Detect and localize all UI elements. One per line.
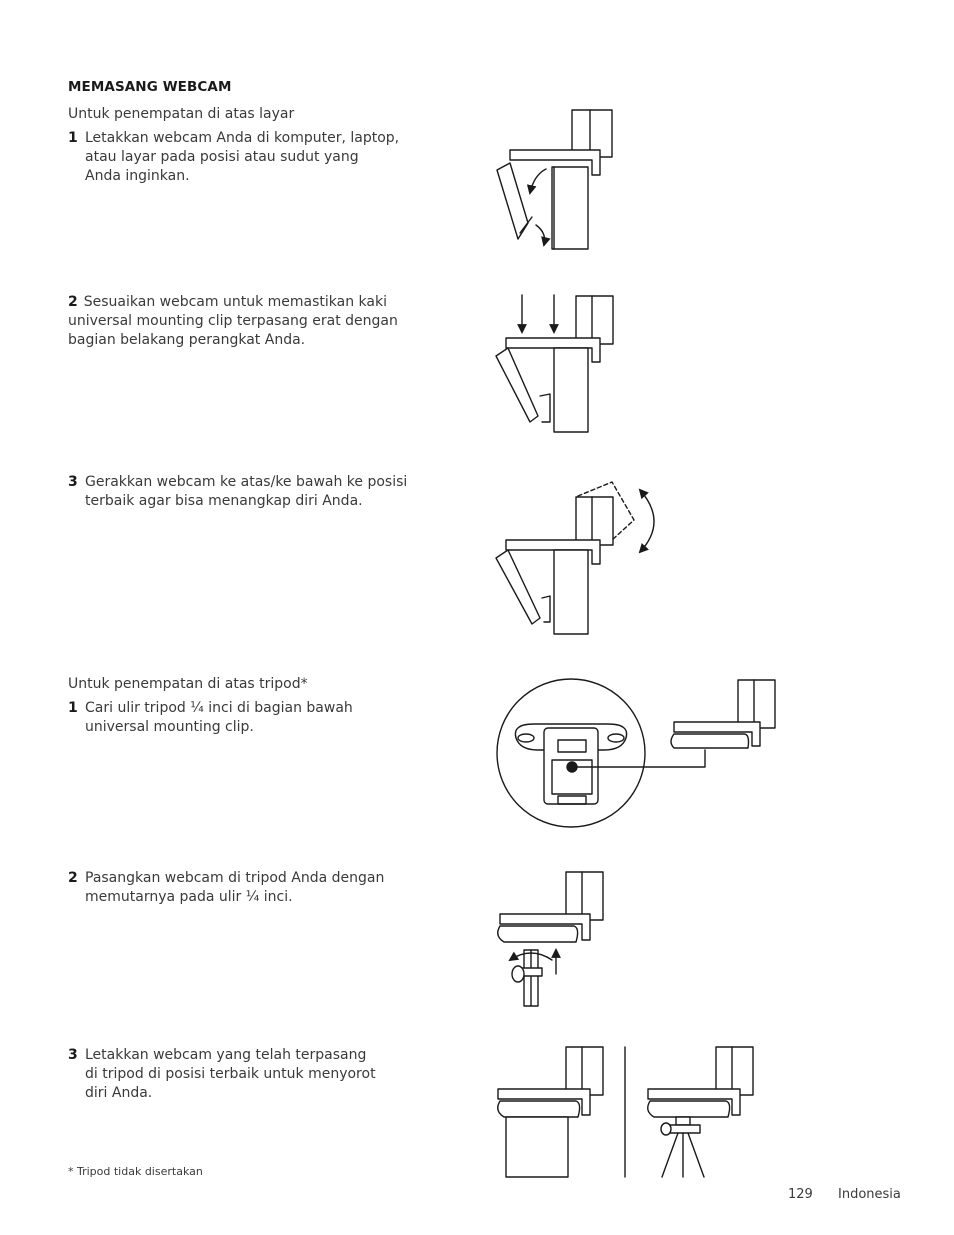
illustration-place-on-monitor bbox=[492, 105, 622, 255]
desk-surface bbox=[506, 1117, 568, 1177]
illustration-tripod-thread bbox=[494, 676, 784, 836]
illustration-screw-tripod bbox=[494, 870, 614, 1010]
step-line: atau layar pada posisi atau sudut yang bbox=[85, 149, 359, 165]
step-line: universal mounting clip. bbox=[85, 719, 254, 735]
step-line: Sesuaikan webcam untuk memastikan kaki bbox=[83, 294, 387, 310]
page-heading: MEMASANG WEBCAM bbox=[68, 79, 232, 95]
webcam-body-left bbox=[566, 1047, 603, 1095]
tripod-step-2 bbox=[68, 869, 384, 907]
step-line: bagian belakang perangkat Anda. bbox=[68, 332, 306, 348]
step-line: Anda inginkan. bbox=[85, 168, 190, 184]
step-line: Pasangkan webcam di tripod Anda dengan bbox=[85, 870, 385, 886]
step-number: 3 bbox=[68, 474, 78, 490]
step-line: universal mounting clip terpasang erat dengan bbox=[68, 313, 398, 329]
step-number: 2 bbox=[68, 294, 78, 310]
step-line: Gerakkan webcam ke atas/ke bawah ke posisi bbox=[85, 474, 408, 490]
webcam-body bbox=[576, 497, 613, 545]
illustration-tilt-webcam bbox=[492, 480, 667, 638]
step-line: Letakkan webcam yang telah terpasang bbox=[85, 1047, 367, 1063]
screen-section-title: Untuk penempatan di atas layar bbox=[68, 106, 295, 122]
monitor bbox=[552, 167, 588, 249]
step-line: terbaik agar bisa menangkap diri Anda. bbox=[85, 493, 363, 509]
clip-leg bbox=[496, 348, 538, 422]
tripod-step-1 bbox=[68, 699, 353, 737]
illustration-final-placement bbox=[492, 1045, 764, 1180]
step-line: diri Anda. bbox=[85, 1085, 153, 1101]
screen-step-2 bbox=[68, 293, 398, 350]
illustration-adjust-clip bbox=[492, 290, 622, 435]
page-number: 129 bbox=[788, 1187, 813, 1202]
step-number: 1 bbox=[68, 130, 78, 146]
step-line: Cari ulir tripod ¼ inci di bagian bawah bbox=[85, 700, 353, 716]
step-line: di tripod di posisi terbaik untuk menyorot bbox=[85, 1066, 376, 1082]
tripod-section-title: Untuk penempatan di atas tripod* bbox=[68, 676, 308, 692]
screen-step-3 bbox=[68, 473, 407, 511]
monitor bbox=[554, 348, 588, 432]
monitor bbox=[554, 550, 588, 634]
step-number: 3 bbox=[68, 1047, 78, 1063]
tripod-step-3 bbox=[68, 1046, 376, 1103]
webcam-body bbox=[576, 296, 613, 344]
step-number: 2 bbox=[68, 870, 78, 886]
step-number: 1 bbox=[68, 700, 78, 716]
footnote: * Tripod tidak disertakan bbox=[68, 1165, 203, 1178]
clip-leg bbox=[496, 550, 540, 624]
step-line: memutarnya pada ulir ¼ inci. bbox=[85, 889, 293, 905]
language-label: Indonesia bbox=[838, 1187, 901, 1202]
thread-dot bbox=[567, 762, 577, 772]
webcam-body bbox=[738, 680, 775, 728]
step-line: Letakkan webcam Anda di komputer, laptop, bbox=[85, 130, 400, 146]
screen-step-1 bbox=[68, 129, 399, 186]
webcam-body-right bbox=[716, 1047, 753, 1095]
webcam-body bbox=[566, 872, 603, 920]
